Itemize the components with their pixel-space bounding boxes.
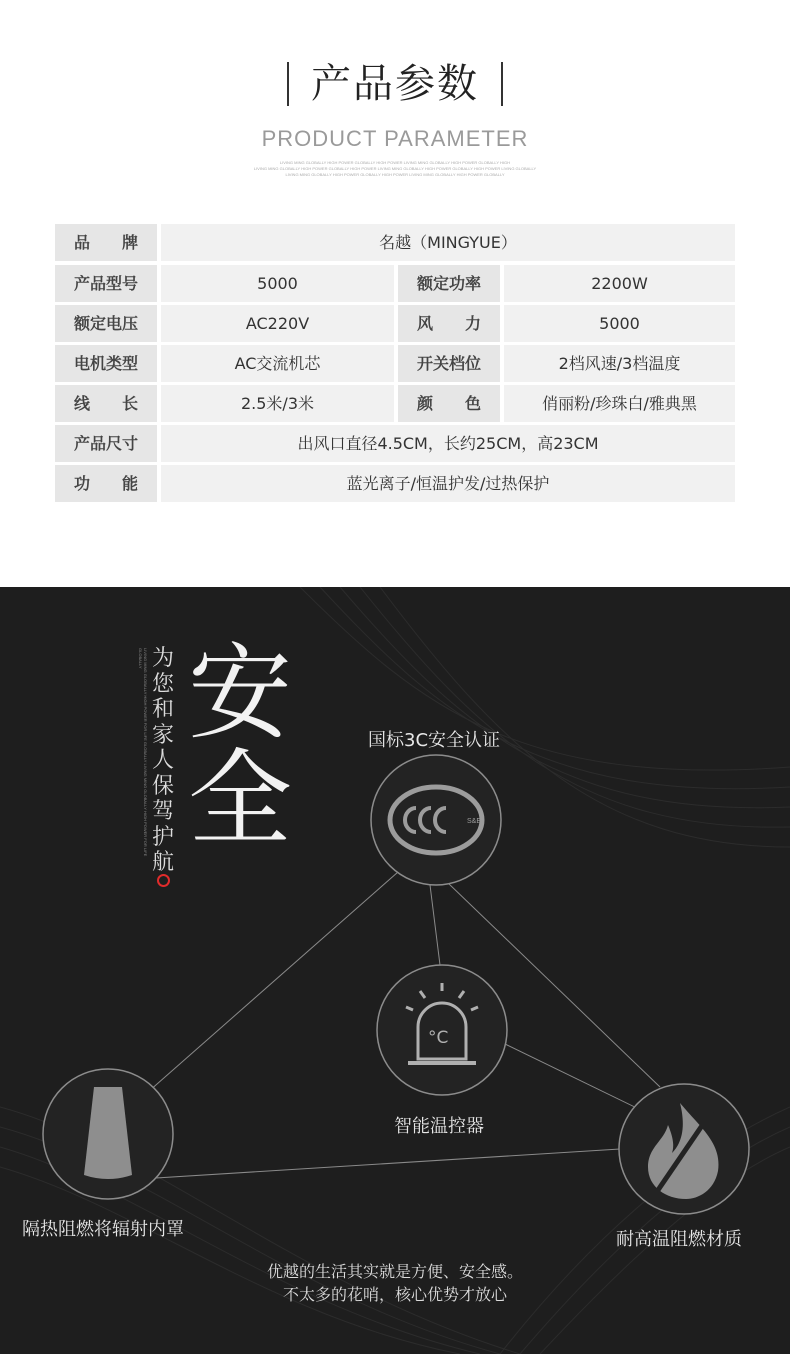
vertical-fine-print: LIVING MING GLOBALLY HIGH POWER FOR LIFE GLOBALLY LIVING MING GLOBALLY HIGH POWER FOR LIFE GLOBALLY xyxy=(138,648,148,857)
fine-print-line: LIVING MING GLOBALLY HIGH POWER GLOBALLY HIGH POWER LIVING MING GLOBALLY HIGH POWER GLOBALLY HIGH POWER LIVING GLOBALLY xyxy=(253,166,537,171)
model-value: 5000 xyxy=(161,265,394,302)
motor-value: AC交流机芯 xyxy=(161,345,394,382)
slogan-line-1: 优越的生活其实就是方便、安全感。 xyxy=(266,1262,523,1281)
table-row xyxy=(55,345,735,382)
size-value: 出风口直径4.5CM，长约25CM，高23CM xyxy=(161,425,735,462)
tagline-char: 家 xyxy=(151,722,174,748)
switch-label: 开关档位 xyxy=(398,345,500,382)
vertical-tagline xyxy=(150,646,176,876)
function-value: 蓝光离子/恒温护发/过热保护 xyxy=(161,465,735,502)
size-label: 产品尺寸 xyxy=(55,425,157,462)
thermostat-badge xyxy=(377,965,507,1095)
tagline-char: 驾 xyxy=(151,799,174,824)
tagline-char: 护 xyxy=(151,824,174,850)
tagline-char: 保 xyxy=(151,773,174,799)
brand-value: 名越（MINGYUE） xyxy=(161,224,735,261)
power-value: 2200W xyxy=(504,265,735,302)
section-subtitle: PRODUCT PARAMETER xyxy=(261,126,529,151)
tagline-char: 和 xyxy=(151,697,174,722)
material-caption: 耐高温阻燃材质 xyxy=(616,1229,742,1250)
table-row xyxy=(55,465,735,502)
color-value: 俏丽粉/珍珠白/雅典黑 xyxy=(504,385,735,422)
cable-value: 2.5米/3米 xyxy=(161,385,394,422)
tagline-char: 人 xyxy=(151,748,174,773)
color-label: 颜 色 xyxy=(398,385,500,422)
tagline-char: 航 xyxy=(151,850,174,875)
safety-title-text: 安全 xyxy=(188,640,293,852)
ccc-caption: 国标3C安全认证 xyxy=(368,730,501,751)
parameter-section xyxy=(0,0,790,587)
table-row xyxy=(55,425,735,462)
tagline-char: 您 xyxy=(151,671,174,697)
thermostat-caption: 智能温控器 xyxy=(394,1116,484,1137)
shield-badge xyxy=(43,1069,173,1199)
model-label: 产品型号 xyxy=(55,265,157,302)
section-title: 产品参数 xyxy=(287,62,503,106)
slogan-line-2: 不太多的花哨，核心优势才放心 xyxy=(282,1285,507,1304)
red-circle-mark xyxy=(157,874,170,887)
motor-label: 电机类型 xyxy=(55,345,157,382)
function-label: 功 能 xyxy=(55,465,157,502)
thermostat-symbol: °C xyxy=(428,1028,449,1048)
voltage-value: AC220V xyxy=(161,305,394,342)
cable-label: 线 长 xyxy=(55,385,157,422)
shield-caption: 隔热阻燃将辐射内罩 xyxy=(22,1219,184,1240)
table-row xyxy=(55,224,735,261)
ccc-badge xyxy=(371,755,501,885)
switch-value: 2档风速/3档温度 xyxy=(504,345,735,382)
table-row xyxy=(55,305,735,342)
safety-title xyxy=(188,640,298,852)
ccc-mark-text: S&E xyxy=(467,818,482,825)
table-row xyxy=(55,385,735,422)
table-row xyxy=(55,265,735,302)
fine-print-line: LIVING MING GLOBALLY HIGH POWER GLOBALLY HIGH POWER LIVING MING GLOBALLY HIGH POWER GLOBALLY HIGH xyxy=(279,160,511,165)
voltage-label: 额定电压 xyxy=(55,305,157,342)
fine-print-line: LIVING MING GLOBALLY HIGH POWER GLOBALLY HIGH POWER LIVING MING GLOBALLY HIGH POWER GLOBALLY xyxy=(285,172,505,177)
brand-label: 品 牌 xyxy=(55,224,157,261)
wind-value: 5000 xyxy=(504,305,735,342)
wind-label: 风 力 xyxy=(398,305,500,342)
tagline-char: 为 xyxy=(151,646,174,671)
material-badge xyxy=(619,1084,749,1214)
power-label: 额定功率 xyxy=(398,265,500,302)
